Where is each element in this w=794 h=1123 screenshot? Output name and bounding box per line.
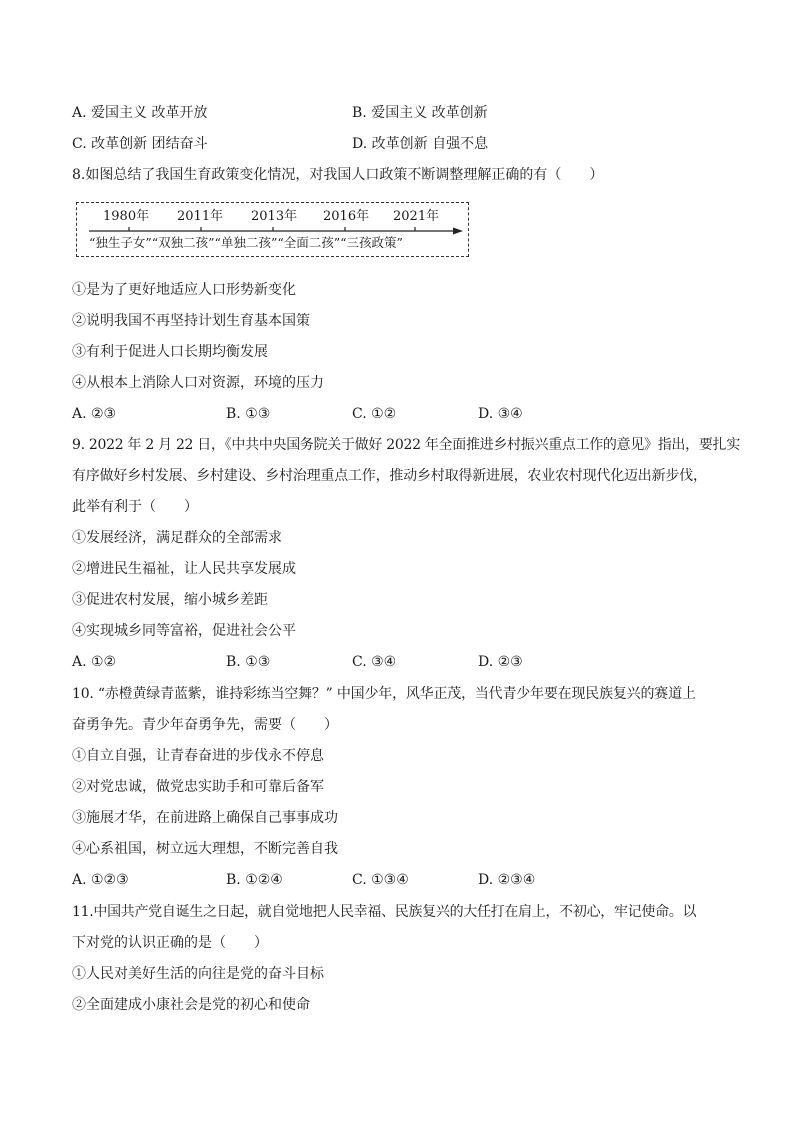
q9-option-c: C. ③④	[352, 654, 397, 670]
q9-statement-3: ③促进农村发展，缩小城乡差距	[72, 592, 268, 608]
q9-statement-4: ④实现城乡同等富裕，促进社会公平	[72, 623, 296, 639]
q7-option-a: A. 爱国主义 改革开放	[72, 105, 208, 121]
q9-statement-1: ①发展经济，满足群众的全部需求	[72, 530, 282, 546]
q8-statement-4: ④从根本上消除人口对资源，环境的压力	[72, 375, 324, 391]
q7-option-d: D. 改革创新 自强不息	[352, 136, 489, 152]
q10-option-a: A. ①②③	[72, 872, 129, 888]
policy-timeline-figure	[76, 202, 469, 257]
q9-stem-line-1: 9. 2022 年 2 月 22 日，《中共中央国务院关于做好 2022 年全面推进乡村振兴重点工作的意见》指出，要扎实	[72, 437, 740, 453]
q8-option-a: A. ②③	[72, 406, 117, 422]
q11-statement-2: ②全面建成小康社会是党的初心和使命	[72, 997, 310, 1013]
q9-stem-line-2: 有序做好乡村发展、乡村建设、乡村治理重点工作，推动乡村取得新进展，农业农村现代化迈出新步伐，	[72, 468, 707, 484]
timeline-year-1980: 1980年	[103, 209, 150, 224]
q10-option-c: C. ①③④	[352, 872, 409, 888]
q9-option-d: D. ②③	[478, 654, 523, 670]
timeline-year-2013: 2013年	[251, 209, 298, 224]
timeline-year-2016: 2016年	[323, 209, 370, 224]
q11-stem-line-1: 11.中国共产党自诞生之日起，就自觉地把人民幸福、民族复兴的大任打在肩上，不初心，牢记使命。以	[72, 904, 697, 920]
q8-option-b: B. ①③	[226, 406, 271, 422]
q8-option-c: C. ①②	[352, 406, 397, 422]
q8-option-d: D. ③④	[478, 406, 523, 422]
q8-statement-1: ①是为了更好地适应人口形势新变化	[72, 282, 296, 298]
q10-stem-line-2: 奋勇争先。青少年奋勇争先，需要（ ）	[72, 717, 338, 733]
q11-stem-line-2: 下对党的认识正确的是（ ）	[72, 935, 268, 951]
q9-stem-line-3: 此举有利于（ ）	[72, 499, 198, 515]
q10-option-d: D. ②③④	[478, 872, 536, 888]
timeline-policies: “独生子女”“双独二孩”“单独二孩”“全面二孩”“三孩政策”	[89, 235, 403, 250]
q8-statement-3: ③有利于促进人口长期均衡发展	[72, 344, 268, 360]
q9-option-b: B. ①③	[226, 654, 271, 670]
q10-statement-1: ①自立自强，让青春奋进的步伐永不停息	[72, 748, 324, 764]
q8-stem: 8.如图总结了我国生育政策变化情况，对我国人口政策不断调整理解正确的有（ ）	[72, 167, 604, 183]
q7-option-b: B. 爱国主义 改革创新	[352, 105, 488, 121]
q9-option-a: A. ①②	[72, 654, 117, 670]
q9-statement-2: ②增进民生福祉，让人民共享发展成	[72, 561, 296, 577]
q7-option-c: C. 改革创新 团结奋斗	[72, 136, 208, 152]
q8-statement-2: ②说明我国不再坚持计划生育基本国策	[72, 313, 310, 329]
timeline-year-2011: 2011年	[177, 209, 224, 224]
q10-statement-4: ④心系祖国，树立远大理想，不断完善自我	[72, 841, 338, 857]
q10-option-b: B. ①②④	[226, 872, 283, 888]
q11-statement-1: ①人民对美好生活的向往是党的奋斗目标	[72, 966, 324, 982]
timeline-year-2021: 2021年	[393, 209, 440, 224]
q10-statement-2: ②对党忠诚，做党忠实助手和可靠后备军	[72, 779, 324, 795]
q10-statement-3: ③施展才华，在前进路上确保自己事事成功	[72, 810, 338, 826]
q10-stem-line-1: 10. “赤橙黄绿青蓝紫，谁持彩练当空舞？” 中国少年，风华正茂，当代青少年要在现民族复兴的赛道上	[72, 686, 696, 702]
